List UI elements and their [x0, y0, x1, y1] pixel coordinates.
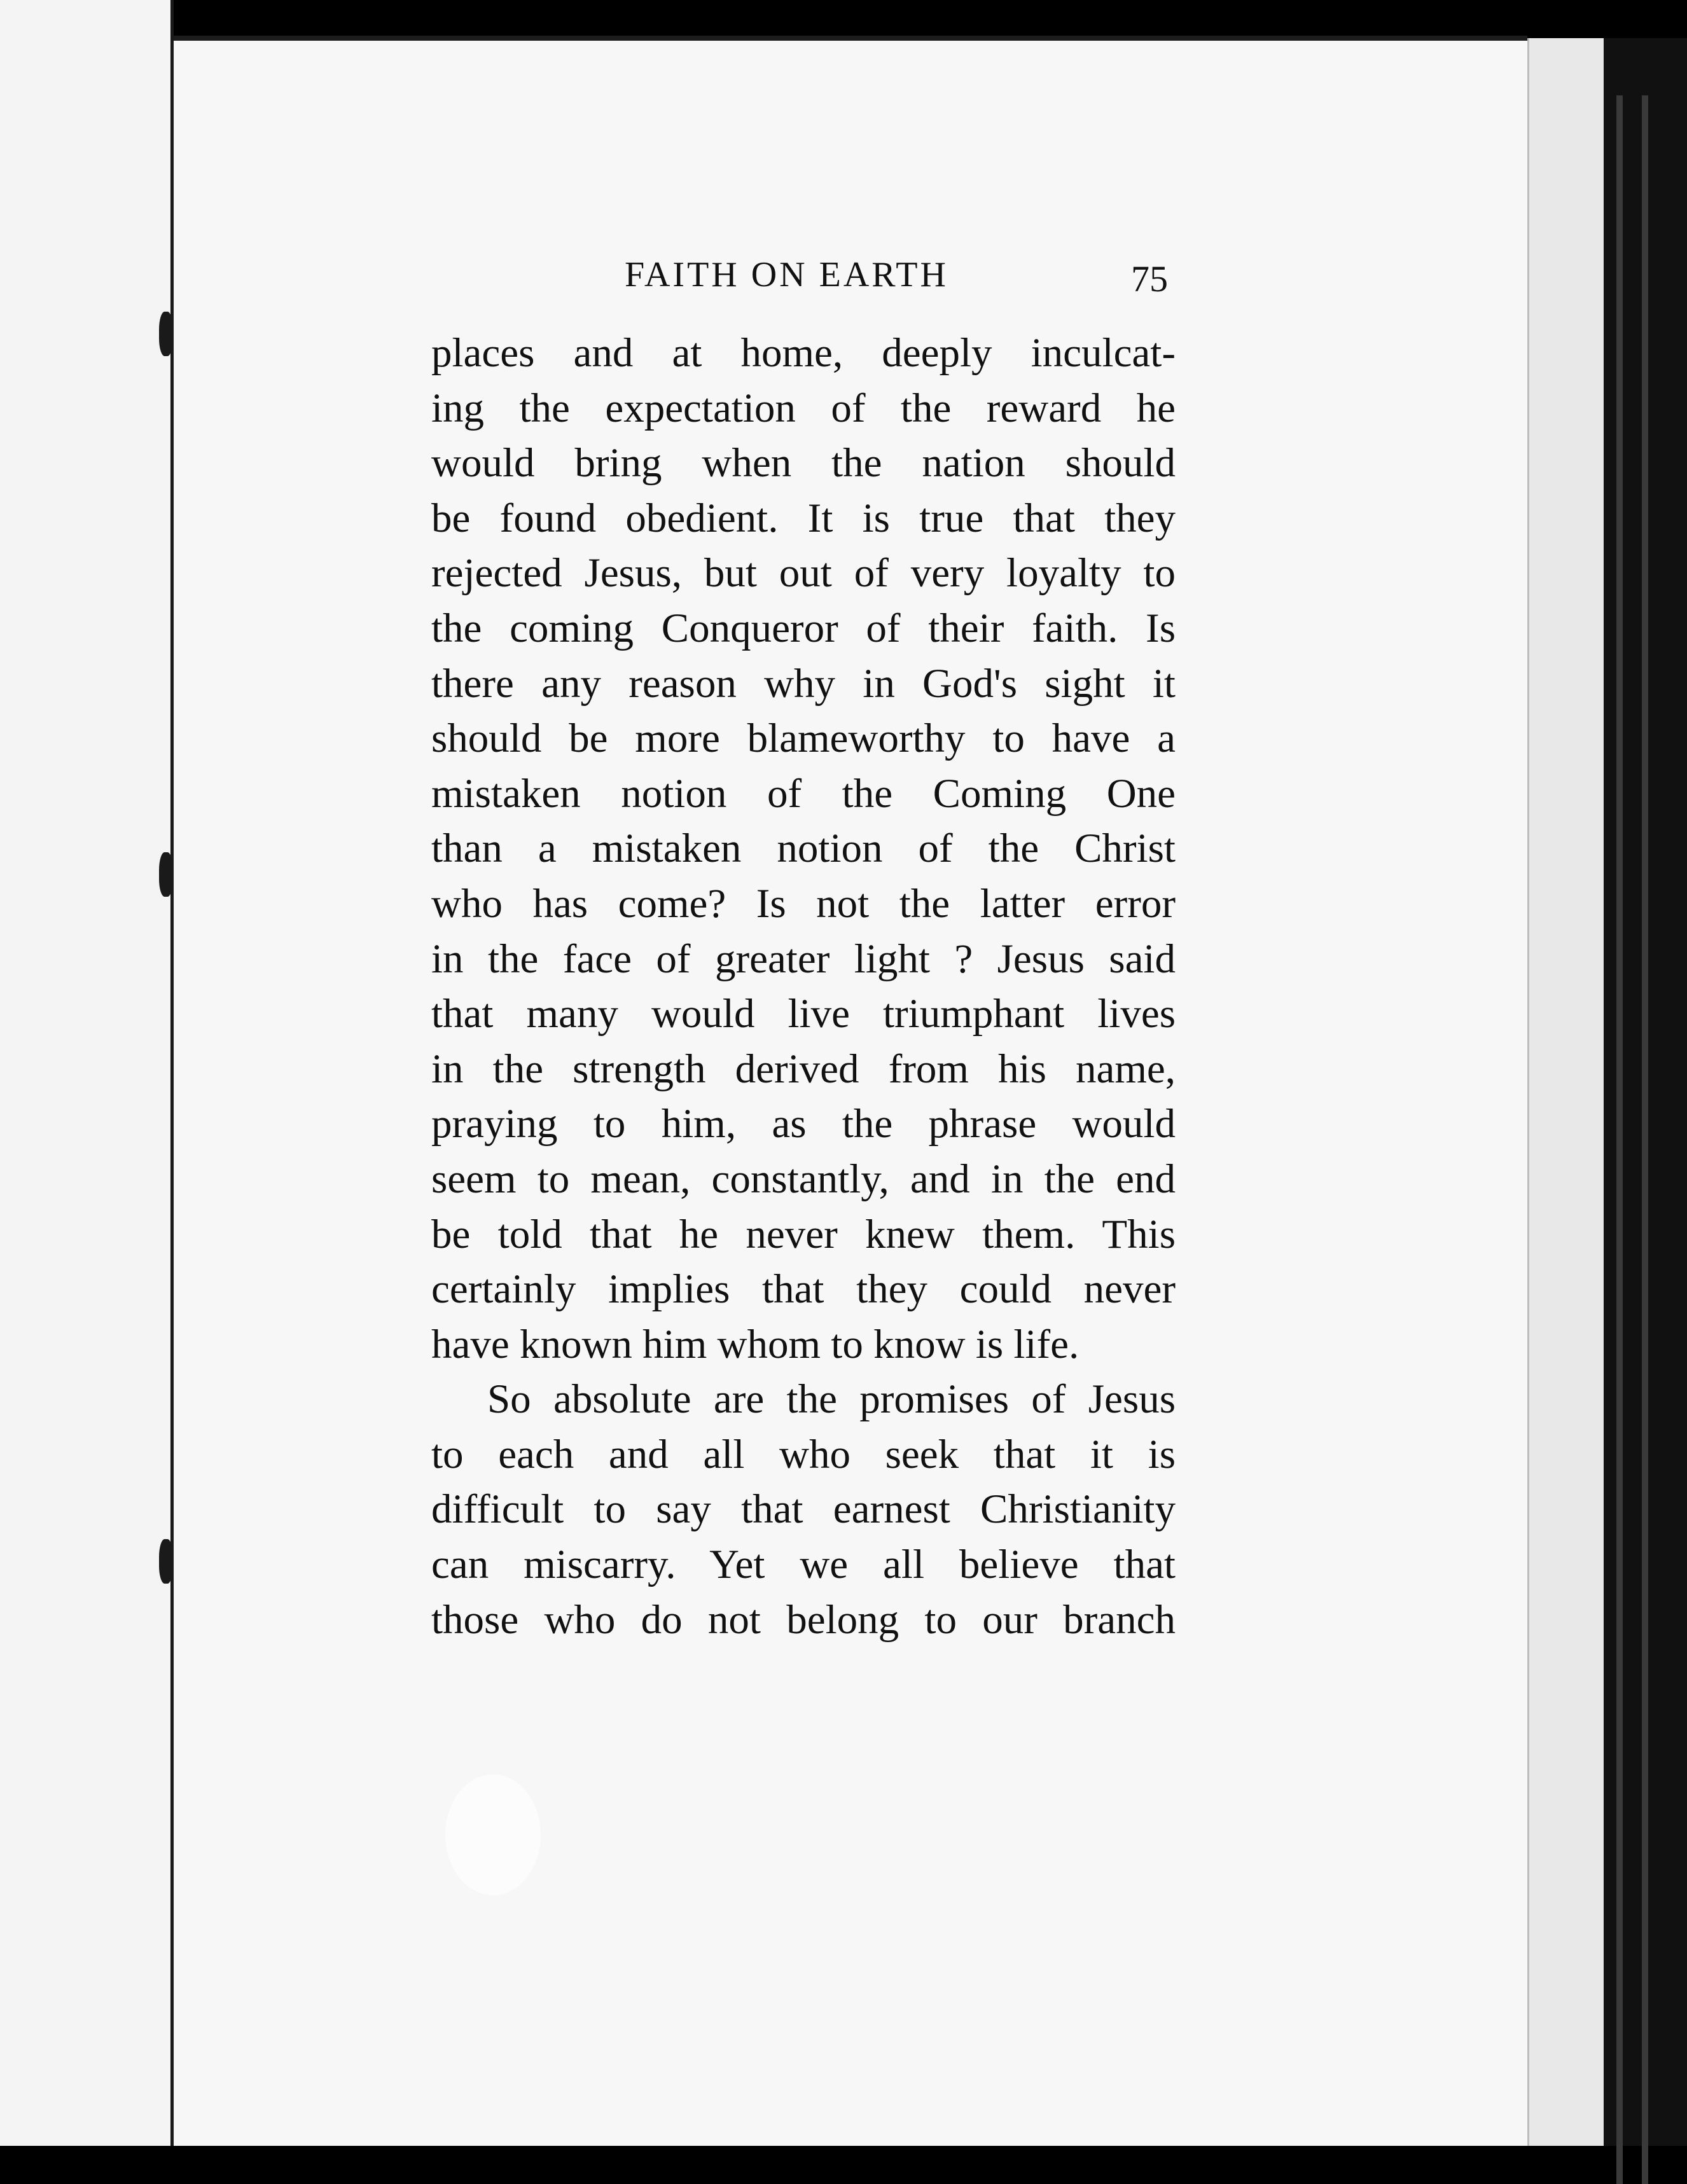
- binding-thread-mark: [159, 1539, 173, 1584]
- text-line: there any reason why in God's sight it: [431, 660, 1176, 707]
- text-line: that many would live triumphant lives: [431, 991, 1176, 1037]
- text-line: should be more blameworthy to have a: [431, 715, 1176, 762]
- text-line: praying to him, as the phrase would: [431, 1101, 1176, 1147]
- text-line: in the strength derived from his name,: [431, 1046, 1176, 1092]
- text-line: the coming Conqueror of their faith. Is: [431, 605, 1176, 651]
- paragraph-start-line: So absolute are the promises of Jesus: [487, 1376, 1176, 1423]
- book-cover-edge: [1604, 38, 1687, 2146]
- text-line: difficult to say that earnest Christianity: [431, 1486, 1176, 1533]
- paragraph-end-line: have known him whom to know is life.: [431, 1321, 1080, 1367]
- cover-stripe: [1642, 95, 1648, 2184]
- body-text: [431, 326, 1176, 1647]
- page-top-border: [174, 36, 1527, 41]
- text-line: rejected Jesus, but out of very loyalty to: [431, 550, 1176, 597]
- text-line: ing the expectation of the reward he: [431, 385, 1176, 431]
- text-line: than a mistaken notion of the Christ: [431, 826, 1176, 872]
- text-line: who has come? Is not the latter error: [431, 880, 1176, 927]
- running-header-title: FAITH ON EARTH: [625, 255, 948, 294]
- binding-thread-mark: [159, 312, 173, 356]
- page-edges: [1527, 38, 1606, 2146]
- page-number: 75: [1131, 258, 1168, 300]
- text-line: places and at home, deeply inculcat-: [431, 330, 1176, 376]
- cover-stripe: [1616, 95, 1623, 2184]
- text-line: would bring when the nation should: [431, 440, 1176, 487]
- text-line: to each and all who seek that it is: [431, 1431, 1176, 1477]
- text-line: can miscarry. Yet we all believe that: [431, 1542, 1176, 1588]
- text-line: seem to mean, constantly, and in the end: [431, 1156, 1176, 1202]
- facing-page-edge: [0, 0, 174, 2146]
- binding-thread-mark: [159, 852, 173, 897]
- text-line: in the face of greater light ? Jesus said: [431, 936, 1176, 982]
- paper-smudge: [445, 1774, 541, 1895]
- text-line: certainly implies that they could never: [431, 1266, 1176, 1313]
- text-line: mistaken notion of the Coming One: [431, 770, 1176, 817]
- text-line: those who do not belong to our branch: [431, 1596, 1176, 1643]
- text-line: be told that he never knew them. This: [431, 1211, 1176, 1257]
- text-line: be found obedient. It is true that they: [431, 495, 1176, 541]
